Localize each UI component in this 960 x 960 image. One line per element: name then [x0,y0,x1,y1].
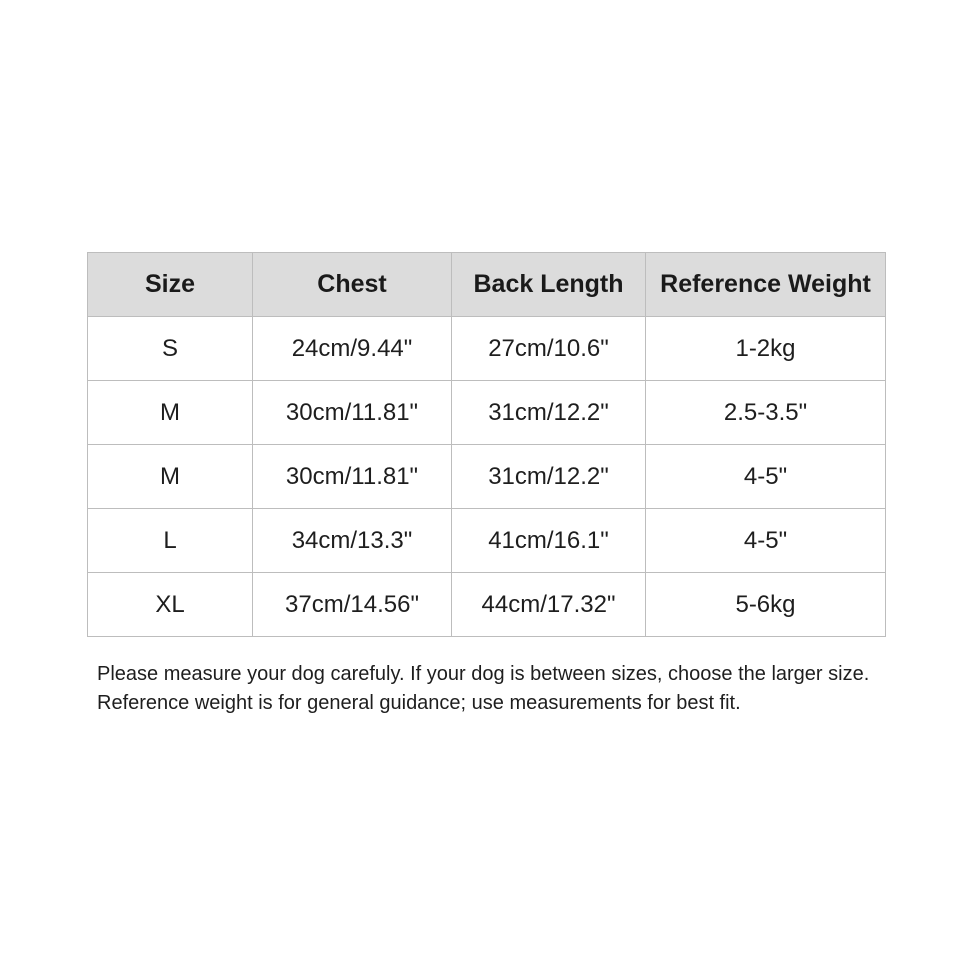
header-back-length: Back Length [452,253,646,317]
cell-chest: 30cm/11.81" [253,445,452,509]
table-row [88,573,886,637]
cell-size: M [88,381,253,445]
cell-chest: 24cm/9.44" [253,317,452,381]
cell-back-length: 44cm/17.32" [452,573,646,637]
cell-size: L [88,509,253,573]
cell-chest: 34cm/13.3" [253,509,452,573]
table-row [88,445,886,509]
note-line-1: Please measure your dog carefuly. If your dog is between sizes, choose the larger size. [97,663,870,685]
table-row [88,317,886,381]
header-chest: Chest [253,253,452,317]
cell-size: XL [88,573,253,637]
table-row [88,509,886,573]
table-row [88,381,886,445]
header-size: Size [88,253,253,317]
measurement-note [97,660,917,718]
cell-back-length: 27cm/10.6" [452,317,646,381]
cell-back-length: 31cm/12.2" [452,381,646,445]
cell-size: M [88,445,253,509]
cell-size: S [88,317,253,381]
cell-back-length: 41cm/16.1" [452,509,646,573]
cell-chest: 37cm/14.56" [253,573,452,637]
cell-reference-weight: 4-5" [646,509,886,573]
cell-reference-weight: 1-2kg [646,317,886,381]
header-reference-weight: Reference Weight [646,253,886,317]
cell-reference-weight: 5-6kg [646,573,886,637]
cell-chest: 30cm/11.81" [253,381,452,445]
cell-back-length: 31cm/12.2" [452,445,646,509]
size-chart-table [87,252,886,637]
table-header-row [88,253,886,317]
cell-reference-weight: 4-5" [646,445,886,509]
cell-reference-weight: 2.5-3.5" [646,381,886,445]
note-line-2: Reference weight is for general guidance; use measurements for best fit. [97,692,741,714]
